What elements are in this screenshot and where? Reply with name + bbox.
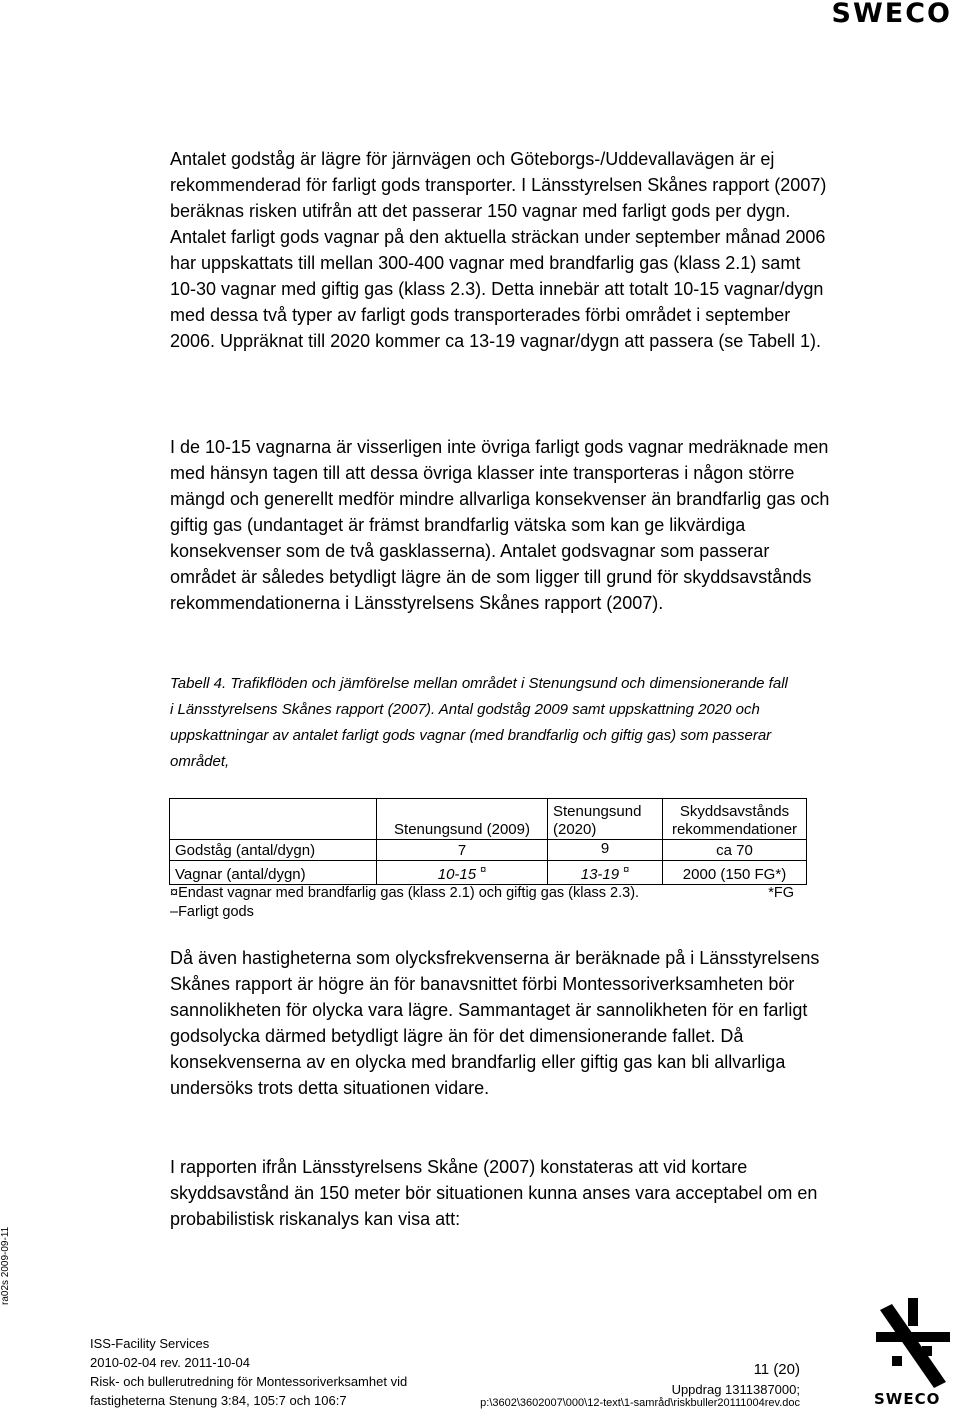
sweco-logo-header: SWECO (831, 0, 952, 29)
table-cell-2009-value: 10-15 (437, 866, 477, 883)
table-header-recommendations: Skyddsavstånds rekommendationer (663, 799, 807, 840)
table-cell-2009 (377, 861, 548, 885)
footer-title: Risk- och bullerutredning för Montessoriverksamhet vid (90, 1374, 408, 1389)
table-cell-label: Vagnar (antal/dygn) (170, 861, 377, 885)
paragraph-3: Då även hastigheterna som olycksfrekvenserna är beräknade på i Länsstyrelsens Skånes rapport är högre än för banavsnittet förbi Montessoriverksamheten bör sannolikheten för olycka vara lägre. Sammantaget är sannolikheten för en farligt godsolycka därmed betydligt lägre än för det dimensionerande fallet. Då konsekvenserna av en olycka med brandfarlig eller giftig gas kan bli allvarliga undersöks trots detta situationen vidare. (170, 948, 820, 1098)
table-header-2009: Stenungsund (2009) (377, 799, 548, 840)
paragraph-2: I de 10-15 vagnarna är visserligen inte övriga farligt gods vagnar medräknade men med hänsyn tagen till att dessa övriga klasser inte transporteras i någon större mängd och generellt medför mindre allvarliga konsekvenser än brandfarlig gas och giftig gas (undantaget är främst brandfarlig vätska som kan ge likvärdiga konsekvenser som de två gasklasserna). Antalet godsvagnar som passerar området är således betydligt lägre än de som ligger till grund för skyddsavstånds rekommendationerna i Länsstyrelsens Skånes rapport (2007). (170, 437, 830, 613)
footer-file-path: p:\3602\3602007\000\12-text\1-samråd\riskbuller20111004rev.doc (480, 1397, 800, 1409)
table-caption-text: Trafikflöden och jämförelse mellan området i Stenungsund och dimensionerande fall i Länsstyrelsens Skånes rapport (2007). Antal godståg 2009 samt uppskattning 2020 och uppskattningar av antalet farligt gods vagnar (med brandfarlig och giftig gas) som passerar området, (170, 675, 788, 770)
table-row (170, 840, 807, 861)
table-cell-2020-value: 13-19 (580, 866, 620, 883)
fg-marker: *FG (768, 885, 794, 901)
table-cell-label: Godståg (antal/dygn) (170, 840, 377, 861)
fg-definition: –Farligt gods (170, 904, 254, 920)
footer-property: fastigheterna Stenung 3:84, 105:7 och 106:7 (90, 1393, 347, 1408)
table-cell-recommendation: ca 70 (663, 840, 807, 861)
table-footnote-text: ¤Endast vagnar med brandfarlig gas (klass 2.1) och giftig gas (klass 2.3). (170, 885, 640, 901)
paragraph-1: Antalet godståg är lägre för järnvägen och Göteborgs-/Uddevallavägen är ej rekommenderad för farligt gods transporter. I Länsstyrelsen Skånes rapport (2007) beräknas risken utifrån att det passerar 150 vagnar med farligt gods per dygn. Antalet farligt gods vagnar på den aktuella sträckan under september månad 2006 har uppskattats till mellan 300-400 vagnar med brandfarlig gas (klass 2.1) samt 10-30 vagnar med giftig gas (klass 2.3). Detta innebär att totalt 10-15 vagnar/dygn med dessa två typer av farligt gods transporterades förbi området i september 2006. Uppräknat till 2020 kommer ca 13-19 vagnar/dygn att passera (se Tabell 1). (170, 149, 827, 351)
table-footnote (170, 884, 810, 922)
superscript-mark: ¤ (480, 864, 487, 876)
sweco-emblem-icon (872, 1296, 954, 1392)
table-cell-2009: 7 (377, 840, 548, 861)
footer-page-number: 11 (20) (753, 1361, 800, 1378)
footer-date: 2010-02-04 rev. 2011-10-04 (90, 1355, 250, 1370)
footer-assignment: Uppdrag 1311387000; (671, 1382, 800, 1397)
traffic-table (169, 798, 807, 885)
document-code-vertical: ra02s 2009-09-11 (0, 1226, 11, 1305)
table-header-2020: Stenungsund (2020) (548, 799, 663, 840)
footer-company: ISS-Facility Services (90, 1336, 210, 1351)
superscript-mark: ¤ (623, 864, 630, 876)
table-header-empty (170, 799, 377, 840)
sweco-logo-footer: SWECO (874, 1390, 941, 1408)
table-caption-label: Tabell 4. (170, 675, 227, 692)
paragraph-4: I rapporten ifrån Länsstyrelsens Skåne (2007) konstateras att vid kortare skyddsavstånd än 150 meter bör situationen kunna anses vara acceptabel om en probabilistisk riskanalys kan visa att: (170, 1157, 818, 1229)
table-header-row (170, 799, 807, 840)
table-caption (170, 671, 790, 775)
table-row (170, 861, 807, 885)
table-cell-2020: 9 (548, 840, 663, 861)
table-cell-2020 (548, 861, 663, 885)
table-cell-recommendation: 2000 (150 FG*) (663, 861, 807, 885)
